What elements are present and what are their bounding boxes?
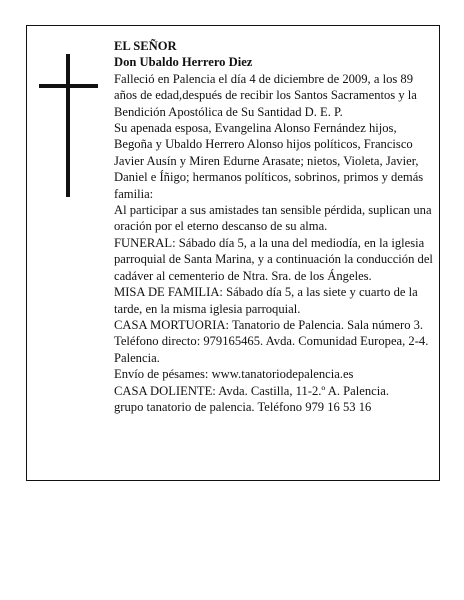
funeral-home-paragraph: CASA MORTUORIA: Tanatorio de Palencia. Sala número 3. Teléfono directo: 979165465. Avda. Comunidad Europea, 2-4. Palencia. [114, 317, 429, 365]
death-paragraph: Falleció en Palencia el día 4 de diciembre de 2009, a los 89 años de edad,después de recibir los Santos Sacramentos y la Bendición Apostólica de Su Santidad D. E. P. [114, 71, 417, 119]
prayer-paragraph: Al participar a sus amistades tan sensible pérdida, suplican una oración por el eterno descanso de su alma. [114, 203, 432, 234]
family-home-paragraph: CASA DOLIENTE: Avda. Castilla, 11-2.º A. Palencia. [114, 383, 389, 398]
contact-paragraph: grupo tanatorio de palencia. Teléfono 979 16 53 16 [114, 399, 372, 414]
funeral-paragraph: FUNERAL: Sábado día 5, a la una del mediodía, en la iglesia parroquial de Santa Marina, y a continuación la conducción del cadáver al cementerio de Ntra. Sra. de los Ángeles. [114, 235, 433, 283]
cross-horizontal-bar [39, 84, 98, 88]
obituary-notice [26, 25, 440, 481]
notice-title: EL SEÑOR [114, 39, 177, 53]
family-mass-paragraph: MISA DE FAMILIA: Sábado día 5, a las siete y cuarto de la tarde, en la misma iglesia parroquial. [114, 285, 418, 316]
notice-text [114, 38, 434, 415]
cross-vertical-bar [66, 54, 70, 197]
condolences-paragraph: Envío de pésames: www.tanatoriodepalencia.es [114, 367, 354, 382]
deceased-name: Don Ubaldo Herrero Diez [114, 55, 253, 70]
family-paragraph: Su apenada esposa, Evangelina Alonso Fernández hijos, Begoña y Ubaldo Herrero Alonso hijos políticos, Francisco Javier Ausín y Miren Edurne Arasate; nietos, Violeta, Javier, Daniel e Íñigo; hermanos políticos, sobrinos, primos y demás familia: [114, 121, 424, 201]
